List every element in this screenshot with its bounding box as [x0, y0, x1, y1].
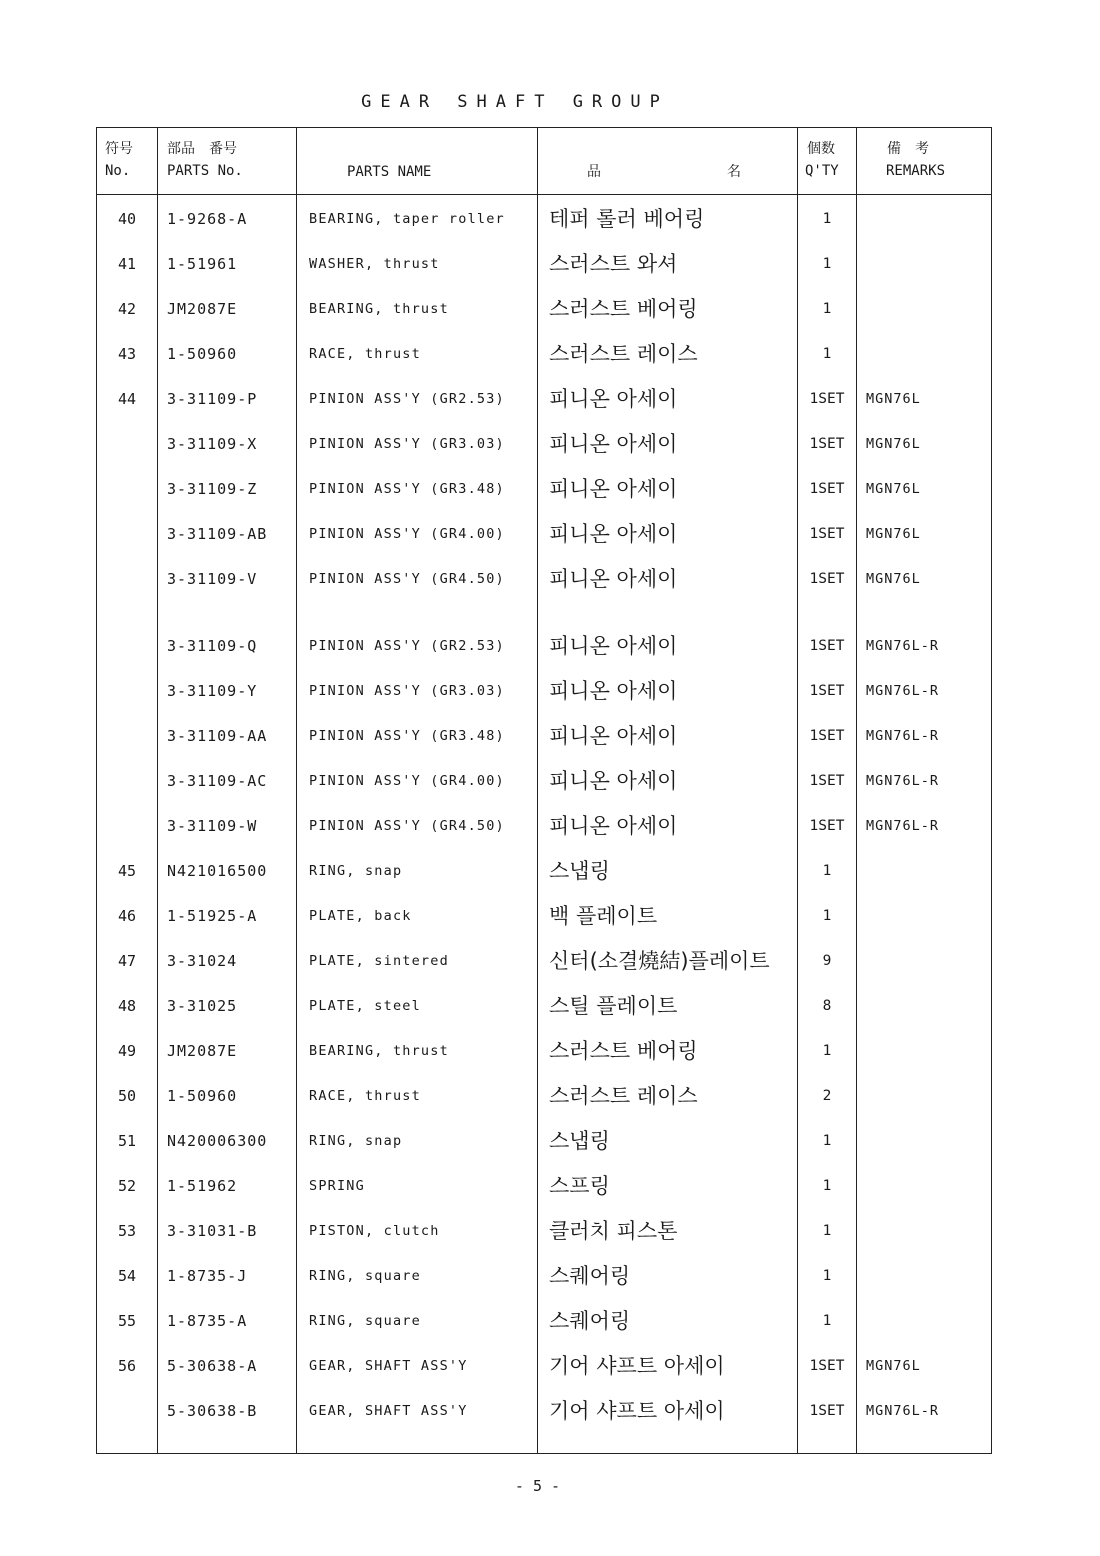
row-part-no: 3-31031-B — [167, 1222, 258, 1240]
row-korean-name: 피니온 아세이 — [549, 432, 678, 456]
row-parts-name: RING, snap — [309, 1133, 403, 1149]
row-part-no: 3-31109-AB — [167, 525, 268, 543]
row-part-no: 5-30638-B — [167, 1402, 258, 1420]
row-korean-name: 신터(소결燒結)플레이트 — [549, 949, 770, 973]
row-no: 53 — [117, 1222, 137, 1240]
row-remarks: MGN76L — [866, 481, 921, 497]
page-number: - 5 - — [514, 1477, 561, 1495]
row-remarks: MGN76L — [866, 436, 921, 452]
row-part-no: 3-31025 — [167, 997, 238, 1015]
row-qty: 1SET — [809, 683, 845, 699]
header-divider — [97, 194, 991, 195]
row-parts-name: BEARING, thrust — [309, 301, 449, 317]
row-qty: 1 — [822, 346, 832, 362]
row-parts-name: BEARING, thrust — [309, 1043, 449, 1059]
row-korean-name: 스러스트 레이스 — [549, 342, 698, 366]
row-part-no: 5-30638-A — [167, 1357, 258, 1375]
row-no: 50 — [117, 1087, 137, 1105]
header-remarks-jp: 備 考 — [887, 141, 929, 157]
row-qty: 1SET — [809, 391, 845, 407]
row-part-no: N420006300 — [167, 1132, 268, 1150]
row-parts-name: PINION ASS'Y (GR2.53) — [309, 638, 505, 654]
row-part-no: 3-31109-Q — [167, 637, 258, 655]
row-korean-name: 피니온 아세이 — [549, 522, 678, 546]
row-no: 47 — [117, 952, 137, 970]
row-parts-name: PINION ASS'Y (GR4.00) — [309, 773, 505, 789]
row-qty: 1SET — [809, 638, 845, 654]
parts-table — [96, 127, 992, 1454]
row-korean-name: 피니온 아세이 — [549, 814, 678, 838]
row-korean-name: 피니온 아세이 — [549, 634, 678, 658]
row-korean-name: 스러스트 와셔 — [549, 252, 678, 276]
row-korean-name: 피니온 아세이 — [549, 387, 678, 411]
header-parts-no-jp: 部品 番号 — [167, 141, 237, 157]
row-korean-name: 클러치 피스톤 — [549, 1219, 678, 1243]
row-parts-name: RING, square — [309, 1313, 421, 1329]
header-remarks-en: REMARKS — [886, 163, 946, 179]
row-qty: 1SET — [809, 481, 845, 497]
row-parts-name: SPRING — [309, 1178, 365, 1194]
row-parts-name: PISTON, clutch — [309, 1223, 440, 1239]
row-no: 48 — [117, 997, 137, 1015]
row-qty: 1 — [822, 863, 832, 879]
row-no: 40 — [117, 210, 137, 228]
row-korean-name: 스냅링 — [549, 859, 610, 883]
row-part-no: JM2087E — [167, 1042, 238, 1060]
row-qty: 1 — [822, 256, 832, 272]
row-korean-name: 피니온 아세이 — [549, 477, 678, 501]
row-part-no: 3-31109-V — [167, 570, 258, 588]
row-parts-name: PINION ASS'Y (GR4.50) — [309, 818, 505, 834]
row-part-no: 1-8735-J — [167, 1267, 248, 1285]
row-part-no: 3-31109-W — [167, 817, 258, 835]
row-no: 41 — [117, 255, 137, 273]
row-parts-name: PINION ASS'Y (GR4.00) — [309, 526, 505, 542]
row-qty: 1SET — [809, 1403, 845, 1419]
row-part-no: 3-31109-P — [167, 390, 258, 408]
row-parts-name: PINION ASS'Y (GR3.48) — [309, 728, 505, 744]
row-qty: 1 — [822, 1043, 832, 1059]
page-title: GEAR SHAFT GROUP — [361, 92, 669, 112]
row-qty: 1 — [822, 1178, 832, 1194]
row-qty: 1SET — [809, 773, 845, 789]
row-qty: 1 — [822, 1133, 832, 1149]
row-qty: 9 — [822, 953, 832, 969]
row-parts-name: PINION ASS'Y (GR3.03) — [309, 683, 505, 699]
row-qty: 1 — [822, 908, 832, 924]
header-qty-jp: 個数 — [807, 141, 835, 157]
row-qty: 1 — [822, 1268, 832, 1284]
row-qty: 1 — [822, 301, 832, 317]
row-no: 55 — [117, 1312, 137, 1330]
row-part-no: 3-31024 — [167, 952, 238, 970]
row-part-no: 1-50960 — [167, 1087, 238, 1105]
row-parts-name: RING, square — [309, 1268, 421, 1284]
row-korean-name: 피니온 아세이 — [549, 724, 678, 748]
header-name-kr-2: 名 — [727, 164, 741, 180]
row-qty: 1 — [822, 1313, 832, 1329]
row-korean-name: 스러스트 베어링 — [549, 297, 698, 321]
row-parts-name: PLATE, back — [309, 908, 412, 924]
row-remarks: MGN76L — [866, 391, 921, 407]
row-korean-name: 테퍼 롤러 베어링 — [549, 207, 705, 231]
row-remarks: MGN76L-R — [866, 818, 940, 834]
row-qty: 1SET — [809, 436, 845, 452]
row-qty: 1SET — [809, 1358, 845, 1374]
row-no: 52 — [117, 1177, 137, 1195]
row-remarks: MGN76L-R — [866, 728, 940, 744]
row-part-no: 1-51961 — [167, 255, 238, 273]
header-qty-en: Q'TY — [805, 163, 839, 179]
row-part-no: 1-8735-A — [167, 1312, 248, 1330]
row-parts-name: RING, snap — [309, 863, 403, 879]
row-qty: 2 — [822, 1088, 832, 1104]
row-korean-name: 스러스트 베어링 — [549, 1039, 698, 1063]
row-part-no: 3-31109-Y — [167, 682, 258, 700]
row-korean-name: 피니온 아세이 — [549, 769, 678, 793]
column-divider — [296, 128, 297, 1453]
row-remarks: MGN76L-R — [866, 638, 940, 654]
row-korean-name: 스프링 — [549, 1174, 610, 1198]
row-korean-name: 피니온 아세이 — [549, 567, 678, 591]
row-korean-name: 스냅링 — [549, 1129, 610, 1153]
row-part-no: JM2087E — [167, 300, 238, 318]
row-remarks: MGN76L — [866, 1358, 921, 1374]
row-no: 49 — [117, 1042, 137, 1060]
header-name-kr-1: 品 — [587, 164, 601, 180]
row-parts-name: BEARING, taper roller — [309, 211, 505, 227]
row-korean-name: 기어 샤프트 아세이 — [549, 1399, 725, 1423]
header-parts-name: PARTS NAME — [347, 164, 432, 180]
row-parts-name: PINION ASS'Y (GR2.53) — [309, 391, 505, 407]
row-part-no: 3-31109-AA — [167, 727, 268, 745]
row-korean-name: 스틸 플레이트 — [549, 994, 678, 1018]
row-remarks: MGN76L — [866, 526, 921, 542]
row-no: 56 — [117, 1357, 137, 1375]
row-no: 51 — [117, 1132, 137, 1150]
row-no: 54 — [117, 1267, 137, 1285]
row-part-no: 1-51925-A — [167, 907, 258, 925]
row-part-no: 3-31109-Z — [167, 480, 258, 498]
row-part-no: 3-31109-X — [167, 435, 258, 453]
row-parts-name: PLATE, steel — [309, 998, 421, 1014]
row-remarks: MGN76L-R — [866, 1403, 940, 1419]
header-no-jp: 符号 — [105, 141, 133, 157]
row-qty: 1SET — [809, 728, 845, 744]
row-part-no: 1-9268-A — [167, 210, 248, 228]
row-no: 46 — [117, 907, 137, 925]
row-parts-name: PINION ASS'Y (GR3.48) — [309, 481, 505, 497]
row-parts-name: PINION ASS'Y (GR3.03) — [309, 436, 505, 452]
row-parts-name: PLATE, sintered — [309, 953, 449, 969]
row-korean-name: 스러스트 레이스 — [549, 1084, 698, 1108]
row-qty: 1SET — [809, 571, 845, 587]
row-korean-name: 스퀘어링 — [549, 1264, 631, 1288]
row-no: 43 — [117, 345, 137, 363]
row-no: 44 — [117, 390, 137, 408]
row-qty: 1SET — [809, 818, 845, 834]
row-qty: 8 — [822, 998, 832, 1014]
row-remarks: MGN76L — [866, 571, 921, 587]
row-korean-name: 스퀘어링 — [549, 1309, 631, 1333]
row-parts-name: GEAR, SHAFT ASS'Y — [309, 1358, 468, 1374]
row-qty: 1SET — [809, 526, 845, 542]
row-qty: 1 — [822, 1223, 832, 1239]
row-no: 42 — [117, 300, 137, 318]
column-divider — [157, 128, 158, 1453]
row-parts-name: RACE, thrust — [309, 346, 421, 362]
column-divider — [537, 128, 538, 1453]
row-korean-name: 백 플레이트 — [549, 904, 658, 928]
header-no-en: No. — [105, 163, 131, 179]
row-part-no: 1-51962 — [167, 1177, 238, 1195]
header-parts-no-en: PARTS No. — [167, 163, 243, 179]
row-no: 45 — [117, 862, 137, 880]
row-remarks: MGN76L-R — [866, 773, 940, 789]
row-korean-name: 기어 샤프트 아세이 — [549, 1354, 725, 1378]
row-korean-name: 피니온 아세이 — [549, 679, 678, 703]
row-parts-name: GEAR, SHAFT ASS'Y — [309, 1403, 468, 1419]
row-part-no: 3-31109-AC — [167, 772, 268, 790]
row-part-no: N421016500 — [167, 862, 268, 880]
row-part-no: 1-50960 — [167, 345, 238, 363]
row-remarks: MGN76L-R — [866, 683, 940, 699]
row-qty: 1 — [822, 211, 832, 227]
row-parts-name: PINION ASS'Y (GR4.50) — [309, 571, 505, 587]
row-parts-name: RACE, thrust — [309, 1088, 421, 1104]
row-parts-name: WASHER, thrust — [309, 256, 440, 272]
